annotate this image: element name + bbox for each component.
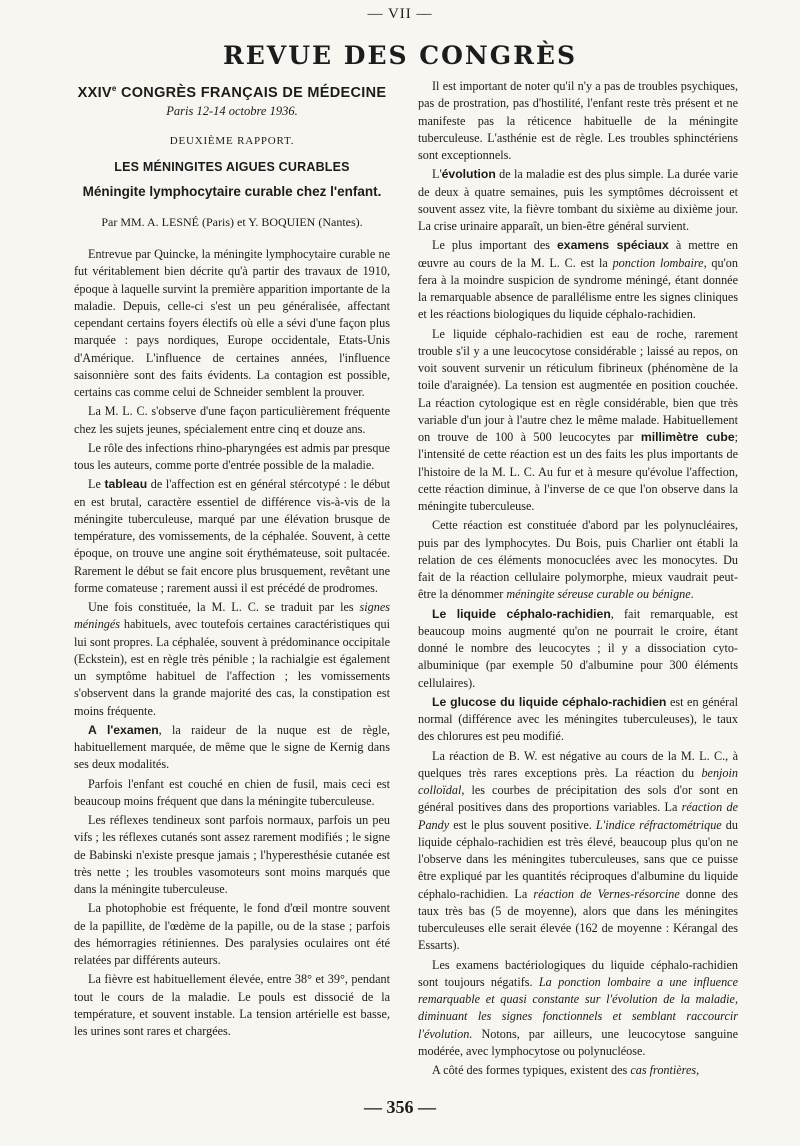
bold-term: millimètre cube <box>640 430 735 444</box>
paragraph: La M. L. C. s'observe d'une façon particulièrement fréquente chez les sujets jeunes, spécialement entre cinq et douze ans. <box>74 404 390 436</box>
paragraph <box>418 1062 738 1079</box>
paragraph: Parfois l'enfant est couché en chien de fusil, mais ceci est beaucoup moins fréquent que dans la méningite tuberculeuse. <box>74 776 390 808</box>
paragraph: La fièvre est habituellement élevée, entre 38° et 39°, pendant tout le cours de la maladie. Le pouls est dissocié de la température, et souvent instable. La tension artérielle est basse, les urines sont rares et chargées. <box>74 972 390 1039</box>
text: Le <box>88 477 105 492</box>
italic-term: méningite séreuse curable ou bénigne <box>506 587 691 602</box>
right-column <box>418 78 738 1081</box>
paragraph: Le rôle des infections rhino-pharyngées est admis par presque tous les auteurs, comme porte d'entrée possible de la maladie. <box>74 440 390 473</box>
text: ; l'intensité de cette réaction est un des faits les plus importants de l'histoire de la M. L. C. Au fur et à mesure qu'évolue l'affection, cette réaction diminue, à l'inverse de ce que l'on observe dans la méningite tuberculeuse. <box>418 430 738 513</box>
section-title: LES MÉNINGITES AIGUES CURABLES <box>114 159 350 174</box>
text: Le liquide céphalo-rachidien est eau de roche, rarement trouble s'il y a une leucocytose considérable ; laissé au repos, on voit souvent survenir un réticulum fibrineux (phénomène de la toile d'araignée). La tension est augmentée en position couchée. La réaction cytologique est en règle considérable, bien que très variable d'un jour à l'autre chez le même malade. Habituellement on trouve de 100 à 500 leucocytes par <box>418 326 738 444</box>
italic-term: réaction de Pandy <box>418 800 738 832</box>
text: , qu'on fera à la moindre suspicion de syndrome méningé, étant donnée la remarquable absence de parallélisme entre les signes cliniques et les réactions biologiques du liquide céphalo-rachidien. <box>418 255 738 322</box>
text: habituels, avec toutefois certaines caractéristiques qui lui sont propres. La céphalée, souvent à prédominance occipitale (Eckstein), est en règle très pénible ; la rachialgie est également un symptôme habituel de l'affection ; les vomissements s'observent dans la grande majorité des cas, la constipation est moins fréquente. <box>74 617 390 718</box>
paragraph <box>418 166 738 235</box>
paragraph <box>74 722 390 774</box>
paragraph <box>418 237 738 323</box>
italic-term: L'indice réfractométrique <box>595 817 722 832</box>
paragraph: Il est important de noter qu'il n'y a pas de troubles psychiques, pas de prostration, pas d'hostilité, l'enfant reste très présent et ne manifeste pas la réticence habituelle de la méningite tuberculeuse. L'asthénie est de règle. Les troubles sphinctériens sont exceptionnels. <box>418 79 738 162</box>
bold-term: tableau <box>104 477 148 492</box>
text: Les examens bactériologiques du liquide céphalo-rachidien sont toujours négatifs. <box>418 957 738 989</box>
paragraph <box>418 957 738 1061</box>
paragraph: La photophobie est fréquente, le fond d'œil montre souvent de la papillite, de l'œdème de la papille, ou de la stase ; parfois des hémorragies rétiniennes. Des paralysies oculaires ont été relatées par différents auteurs. <box>74 901 390 968</box>
text: de la maladie est des plus simple. La durée varie de deux à quatre semaines, puis les symptômes décroissent et souvent assez vite, la fièvre tombant du sixième au dixième jour. La crise urinaire apparaît, un bien-être général survient. <box>418 167 738 233</box>
text: , fait remarquable, est beaucoup moins augmenté qu'on ne pourrait le croire, étant donné le nombre des leucocytes ; il y a dissociation cyto-albuminique (par exemple 50 d'albumine pour 300 éléments cellulaires). <box>418 606 739 690</box>
italic-term: ponction lombaire <box>612 255 704 270</box>
text: , les courbes de précipitation des sols d'or sont en général positives dans des proportions variables. La <box>418 783 738 815</box>
bold-term: Le glucose du liquide céphalo-rachidien <box>432 694 667 709</box>
paragraph <box>418 694 738 746</box>
report-label: DEUXIÈME RAPPORT. <box>169 135 295 148</box>
bold-term: Le liquide céphalo-rachidien <box>432 606 611 621</box>
text: de l'affection est en général stércotypé : le début en est brutal, caractère essentiel de différence vis-à-vis de la méningite tuberculeuse, marqué par une élévation brusque de température, des vomissements, de la céphalée. Souvent, à cette époque, on trouve une angine soit érythémateuse, soit pultacée. Rarement le début se fait encore plus brusquement, revêtant une forme comateuse ; rarement aussi il est précédé de prodromes. <box>74 477 390 595</box>
paragraph <box>418 748 738 955</box>
text: est le plus souvent positive. <box>449 817 596 832</box>
paragraph <box>418 326 738 516</box>
congress-number: XXIV <box>77 84 112 101</box>
bold-term: évolution <box>441 167 496 182</box>
paragraph <box>74 476 390 597</box>
bold-term: A l'examen <box>88 722 159 737</box>
left-column <box>74 78 390 1042</box>
page-number: — 356 — <box>364 1097 436 1117</box>
roman-page-number: — VII — <box>367 6 433 22</box>
text: donne des taux très bas (5 de moyenne), alors que dans les méningites tuberculeuses elle serait élevée (162 de moyenne : Kérangal des Essarts). <box>418 886 738 953</box>
congress-name: CONGRÈS FRANÇAIS DE MÉDECINE <box>116 84 387 101</box>
text: Une fois constituée, la M. L. C. se traduit par les <box>88 600 360 615</box>
paragraph: Entrevue par Quincke, la méningite lymphocytaire curable ne fut véritablement bien décrite qu'à partir des travaux de 1910, époque à laquelle survint la première apparition importante de la maladie. Depuis, celle-ci s'est un peu généralisée, affectant cependant certains foyers électifs où elle a sévi d'une façon plus marquée : pays nordiques, Europe occidentale, Etats-Unis d'Amérique. L'influence de certaines années, l'influence saisonnière sont des faits évidents. La contagion est possible, certains cas comme celui de Schneider semblent la prouver. <box>74 247 390 400</box>
italic-term: benjoin colloïdal <box>418 765 738 797</box>
congress-title <box>74 80 390 102</box>
paragraph <box>74 599 390 720</box>
text: du liquide céphalo-rachidien est très élevé, beaucoup plus qu'on ne l'observe dans les méningites tuberculeuses, sans que ce puisse être expliqué par les quantités réciproques d'albumine du liquide céphalo-rachidien. La <box>418 817 738 901</box>
congress-place-date: Paris 12-14 octobre 1936. <box>166 104 298 119</box>
text: La réaction de B. W. est négative au cours de la M. L. C., à quelques très rares exceptions près. La réaction du <box>418 748 738 780</box>
text: Notons, par ailleurs, une leucocytose sanguine modérée, avec lymphocytose ou polynucléose. <box>418 1026 738 1058</box>
text: L' <box>432 167 442 182</box>
text: , <box>696 1063 700 1077</box>
text: est en général normal (différence avec les méningites tuberculeuses), le taux des chlorures est peu modifié. <box>418 694 738 744</box>
paragraph <box>418 606 738 692</box>
paragraph <box>418 517 738 603</box>
text: . <box>690 587 694 602</box>
italic-term: réaction de Vernes-résorcine <box>533 886 680 901</box>
bold-term: examens spéciaux <box>557 238 669 253</box>
journal-section-heading: REVUE DES CONGRÈS <box>222 41 578 70</box>
article-authors: Par MM. A. LESNÉ (Paris) et Y. BOQUIEN (Nantes). <box>101 214 363 229</box>
text: à mettre en œuvre au cours de la M. L. C. est la <box>418 238 738 270</box>
text: Le plus important des <box>432 238 558 253</box>
congress-number-suffix: e <box>111 84 117 93</box>
text: Cette réaction est constituée d'abord par les polynucléaires, puis par des lymphocytes. Du Bois, puis Charlier ont établi la relation de ces éléments monocuclées avec les monocytes. Du fait de la réaction cellulaire polymorphe, mieux vaudrait peut-être la dénommer <box>418 518 738 602</box>
text: A côté des formes typiques, existent des <box>432 1063 631 1077</box>
text: , la raideur de la nuque est de règle, habituellement marquée, de même que le signe de Kernig dans ses deux modalités. <box>74 722 390 772</box>
italic-term: La ponction lombaire a une influence remarquable et quasi constante sur l'évolution de la maladie, diminuant les signes fonctionnels et semblant raccourcir l'évolution. <box>418 974 738 1041</box>
italic-term: cas frontières <box>630 1063 697 1077</box>
article-title: Méningite lymphocytaire curable chez l'enfant. <box>82 183 382 199</box>
paragraph: Les réflexes tendineux sont parfois normaux, parfois un peu vifs ; les réflexes cutanés sont assez rarement modifiés ; le signe de Babinski n'existe presque jamais ; l'hyperesthésie cutanée est très nette ; les troubles vasomoteurs sont moins marqués que dans la méningite tuberculeuse. <box>74 813 390 897</box>
italic-term: signes méningés <box>74 600 390 632</box>
